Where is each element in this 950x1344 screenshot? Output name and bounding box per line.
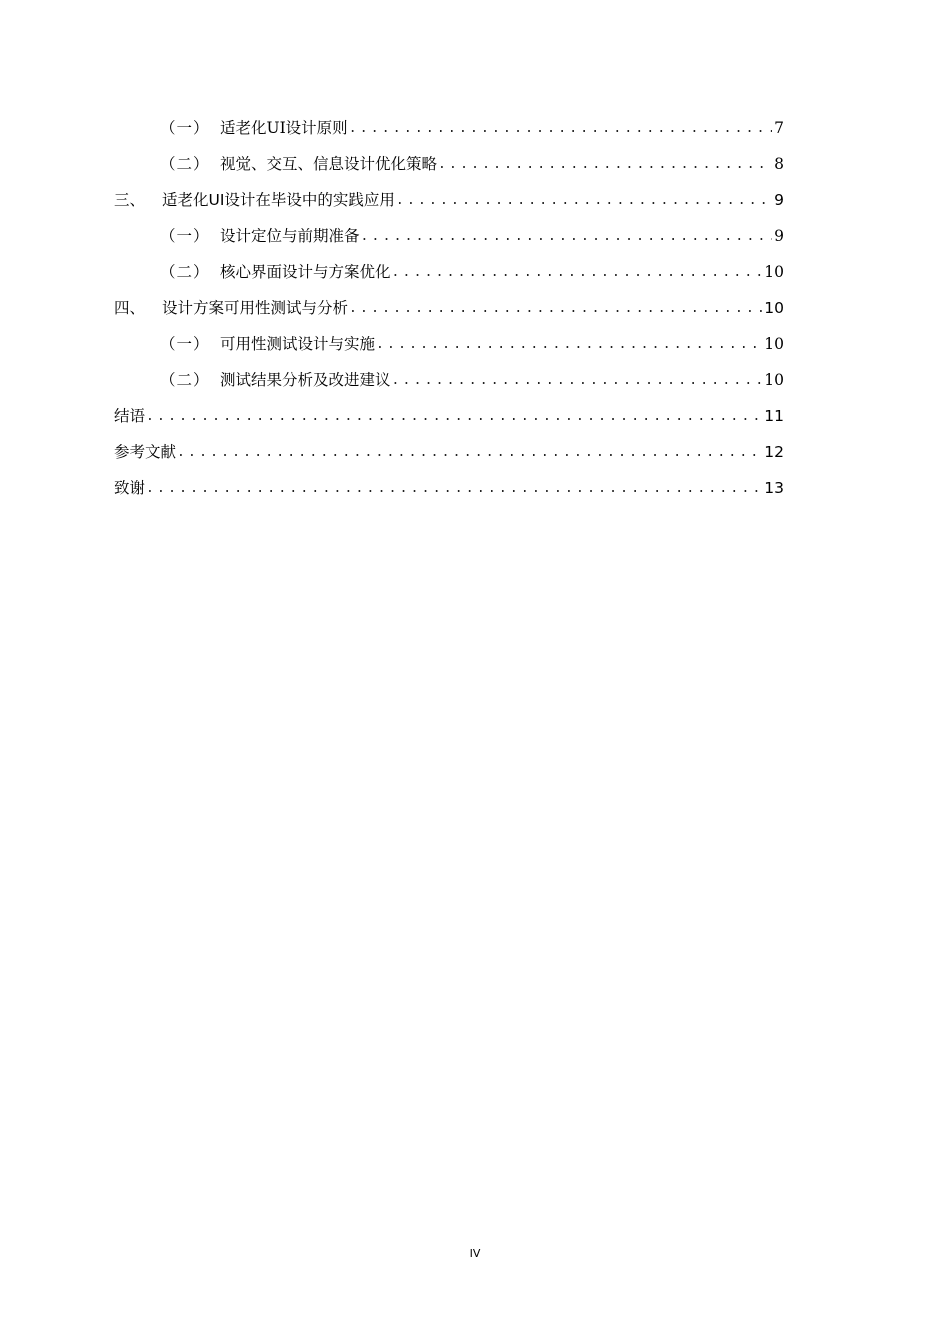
toc-entry-prefix: （二） <box>160 263 210 281</box>
dot-leader <box>392 363 763 399</box>
toc-entry-page: 9 <box>774 191 784 209</box>
toc-entry[interactable] <box>114 254 784 290</box>
dot-leader <box>349 291 762 327</box>
toc-entry[interactable] <box>114 362 784 398</box>
toc-entry[interactable] <box>114 182 784 218</box>
dot-leader <box>361 219 773 255</box>
toc-entry-title: 参考文献 <box>114 443 177 461</box>
dot-leader <box>349 111 772 147</box>
toc-entry[interactable] <box>114 326 784 362</box>
toc-entry-page: 10 <box>764 263 784 281</box>
toc-entry[interactable] <box>114 218 784 254</box>
dot-leader <box>376 327 762 363</box>
toc-entry-page: 13 <box>764 479 784 497</box>
toc-entry-title: 可用性测试设计与实施 <box>220 335 376 353</box>
toc-entry-title: 结语 <box>114 407 146 425</box>
toc-entry[interactable] <box>114 110 784 146</box>
toc-entry-prefix: （一） <box>160 119 210 137</box>
toc-entry-prefix: 四、 <box>114 299 146 317</box>
toc-entry-title: 适老化UI设计在毕设中的实践应用 <box>162 191 395 209</box>
toc-entry-prefix: （一） <box>160 335 210 353</box>
toc-entry-prefix: （一） <box>160 227 210 245</box>
toc-entry-page: 10 <box>764 335 784 353</box>
toc-entry[interactable] <box>114 146 784 182</box>
toc-entry-prefix: （二） <box>160 371 210 389</box>
toc-entry-page: 10 <box>764 299 784 317</box>
dot-leader <box>438 147 772 183</box>
toc-entry[interactable] <box>114 470 784 506</box>
dot-leader <box>392 255 763 291</box>
dot-leader <box>396 183 772 219</box>
toc-entry-title: 设计方案可用性测试与分析 <box>162 299 349 317</box>
page-number: IV <box>469 1247 481 1260</box>
toc-entry-title: 测试结果分析及改进建议 <box>220 371 391 389</box>
toc-entry-page: 10 <box>764 371 784 389</box>
toc-entry[interactable] <box>114 290 784 326</box>
toc-entry-title: 视觉、交互、信息设计优化策略 <box>220 155 438 173</box>
toc-entry-page: 11 <box>764 407 784 425</box>
toc-entry-title: 设计定位与前期准备 <box>220 227 360 245</box>
toc-entry[interactable] <box>114 434 784 470</box>
dot-leader <box>146 471 762 507</box>
toc-entry-page: 7 <box>774 119 784 137</box>
toc-entry-page: 8 <box>774 155 784 173</box>
toc-entry-title: 适老化UI设计原则 <box>220 119 348 137</box>
toc-entry-title: 致谢 <box>114 479 146 497</box>
toc-entry[interactable] <box>114 398 784 434</box>
toc-entry-page: 12 <box>764 443 784 461</box>
toc-entry-prefix: 三、 <box>114 191 146 209</box>
toc-entry-prefix: （二） <box>160 155 210 173</box>
toc-entry-title: 核心界面设计与方案优化 <box>220 263 391 281</box>
dot-leader <box>177 435 762 471</box>
toc-entry-page: 9 <box>774 227 784 245</box>
table-of-contents <box>114 110 784 506</box>
dot-leader <box>146 399 762 435</box>
